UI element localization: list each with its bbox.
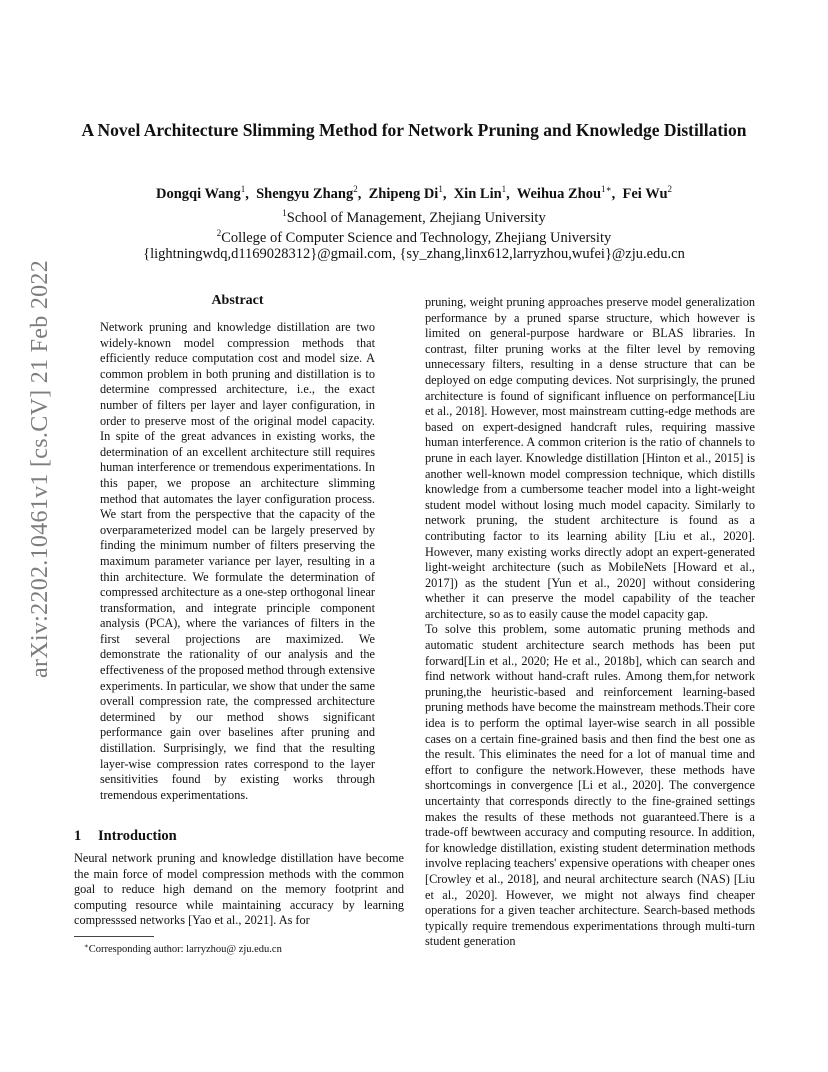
author-name: Dongqi Wang [155, 186, 241, 202]
paper-title: A Novel Architecture Slimming Method for Network Pruning and Knowledge Distillation [81, 120, 747, 140]
author-affiliation-mark: 2 [667, 184, 673, 194]
author-affiliation-mark: 1∗ [601, 184, 612, 194]
introduction-paragraph: Neural network pruning and knowledge distillation have become the main force of model compression methods with the common goal to reduce high demand on the memory footprint and computing resource while maintaining accuracy by learning compresssed networks [Yao et al., 2021]. As for [74, 851, 404, 928]
author-list: Dongqi Wang$^1$, Shengyu Zhang$^2$, Zhipeng Di$^1$, Xin Lin$^1$, Weihua Zhou$^{1∗}$, Fei Wu$^2$ [155, 184, 673, 202]
affiliation-mark: 2 [216, 228, 222, 238]
author-name: Xin Lin [453, 186, 502, 202]
abstract-heading: Abstract [211, 293, 264, 308]
affiliation-text: School of Management, Zhejiang University [286, 210, 546, 226]
introduction-right-column [425, 295, 755, 950]
author-affiliation-mark: 1 [240, 184, 246, 194]
footnote [84, 940, 404, 956]
author-name: Shengyu Zhang [256, 186, 354, 202]
author-name: Fei Wu [622, 186, 668, 202]
section-title: Introduction [98, 828, 177, 844]
introduction-paragraph: To solve this problem, some automatic pruning methods and automatic student architecture search methods has been put forward[Lin et al., 2020; He et al., 2018b], which can search and find network without hand-craft rules. Among them,for network pruning,the heuristic-based and reinforcement learning-based pruning methods have become the mainstream methods.Their core idea is to perform the optimal layer-wise search in all possible cases on a certain fine-grained basis and then find the best one as the result. This eliminates the need for a lot of manual time and effort to configure the network.However, these methods have shortcomings in convergence [Li et al., 2020]. The convergence uncertainty that corresponds directly to the fine-grained settings makes the results of these methods not guaranteed.There is a trade-off bewtween accuracy and computing resource. In addition, for knowledge distillation, existing student determination methods involve replacing teachers' expensive operations with cheaper ones [Crowley et al., 2018], and neural architecture search (NAS) [Liu et al., 2020]. However, we might not always find cheaper operations for a given teacher architecture. Search-based methods typically require tremendous experimentations through multi-turn student generation [425, 622, 755, 949]
author-emails: {lightningwdq,d1169028312}@gmail.com, {sy_zhang,linx612,larryzhou,wufei}@zju.edu.cn [143, 246, 685, 262]
footnote-mark: ∗ [84, 942, 89, 950]
footnote-text: Corresponding author: larryzhou@ zju.edu.cn [88, 944, 282, 955]
affiliation-text: College of Computer Science and Technology, Zhejiang University [221, 230, 612, 246]
arxiv-identifier: arXiv:2202.10461v1 [cs.CV] 21 Feb 2022 [27, 259, 53, 678]
author-affiliation-mark: 2 [353, 184, 358, 194]
section-heading-introduction [74, 827, 404, 845]
section-number: 1 [74, 828, 82, 844]
introduction-left-column [74, 851, 404, 929]
affiliation-mark: 1 [282, 208, 287, 218]
footnote-divider [74, 936, 154, 937]
introduction-paragraph: pruning, weight pruning approaches preserve model generalization performance by a pruned sparse structure, which however is limited on general-purpose hardware or BLAS libraries. In contrast, filter pruning works at the filter level by removing unnecessary filters, resulting in a dense structure that can be deployed on edge computing devices. Not surprisingly, the pruned architecture is found of significant influence on performance[Liu et al., 2018]. However, most mainstream cutting-edge methods are based on expert-designed handcraft rules, requiring massive human interference. A common criterion is the ratio of channels to prune in each layer. Knowledge distillation [Hinton et al., 2015] is another well-known model compression technique, which distills knowledge from a cumbersome teacher model into a light-weight student model without losing much model capacity. Similarly to network pruning, the student architecture is found as a contributing factor to its learning ability [Liu et al., 2020]. However, many existing works directly adopt an expert-generated light-weight architecture (such as MobileNets [Howard et al., 2017]) as the student [Yun et al., 2020] without considering whether it can preserve the model capability of the teacher architecture, so as to easily cause the model capacity gap. [425, 295, 755, 621]
author-name: Weihua Zhou [516, 186, 602, 202]
author-name: Zhipeng Di [368, 186, 439, 202]
abstract-body [100, 320, 375, 803]
author-affiliation-mark: 1 [438, 184, 443, 194]
author-affiliation-mark: 1 [501, 184, 507, 194]
abstract-text: Network pruning and knowledge distillation are two widely-known model compression methods that efficiently reduce computation cost and model size. A common problem in both pruning and distillation is to determine compressed architecture, i.e., the exact number of filters per layer and layer configuration, in order to preserve most of the original model capacity. In spite of the great advances in existing works, the determination of an excellent architecture still requires human interference or tremendous experimentations. In this paper, we propose an architecture slimming method that automates the layer configuration process. We start from the perspective that the capacity of the overparameterized model can be largely preserved by finding the minimum number of filters preserving the maximum parameter variance per layer, resulting in a thin architecture. We formulate the determination of compressed architecture as a one-step orthogonal linear transformation, and integrate principle component analysis (PCA), where the variances of filters in the first several projections are maximized. We demonstrate the rationality of our analysis and the effectiveness of the proposed method through extensive experiments. In particular, we show that under the same overall compression rate, the compressed architecture determined by our method shows significant performance gain over baselines after pruning and distillation. Surprisingly, we find that the resulting layer-wise compression rates correspond to the layer sensitivities found by existing works through tremendous experimentations. [100, 320, 375, 802]
